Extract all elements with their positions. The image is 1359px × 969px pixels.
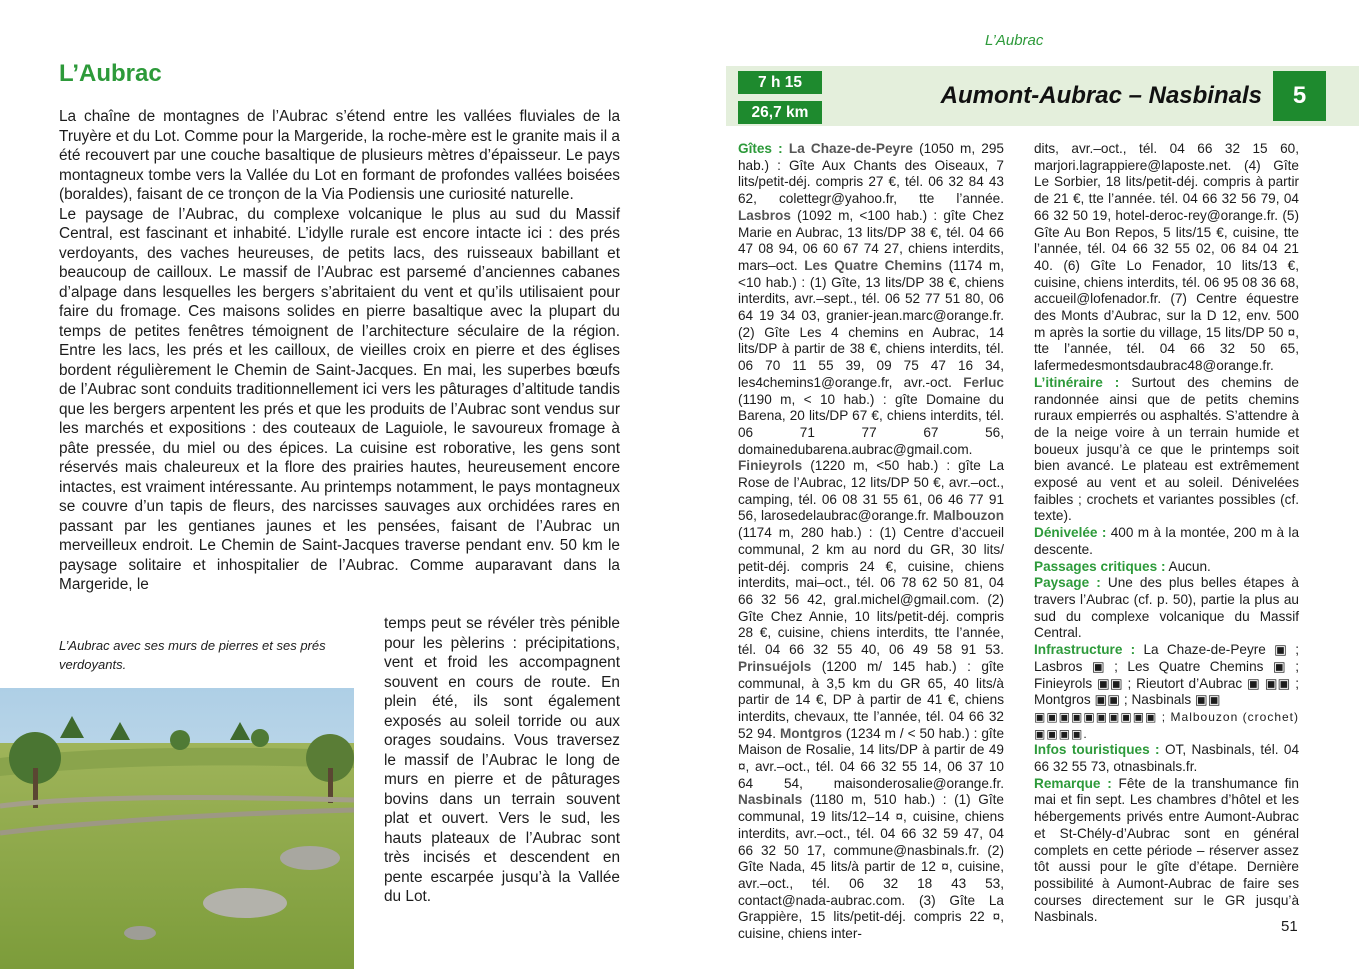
remark-label: Remarque : xyxy=(1034,775,1112,791)
place-text: (1234 m / < 50 hab.) : gîte Maison de Rosalie, 14 lits/DP à partir de 49 ¤, avr.–oct., tél. 04 66 32 55 14, 06 37 10 64 54, maisonderosalie@orange.fr. xyxy=(738,725,1005,791)
place-name: Montgros xyxy=(779,725,842,741)
gites-continuation: dits, avr.–oct., tél. 04 66 32 15 60, marjori.lagrappiere@laposte.net. (4) Gîte Le Sorbier, 18 lits/petit-déj. compris à partir de 21 €, tte l’année. tél. 04 66 32 56 79, 04 66 32 50 19, hotel-deroc-rey@orange.fr. (5) Gîte Au Bon Repos, 5 lits/15 €, cuisine, tte l’année, tél. 04 66 32 55 02, 06 84 04 21 40. (6) Gîte Lo Fenador, 10 lits/13 €, cuisine, chiens interdits, tél. 06 95 08 36 68, accueil@lofenador.fr. (7) Centre équestre des Monts d’Aubrac, sur la D 12, env. 500 m après la sortie du village, 15 lits/DP 50 ¤, tte l’année, tél. 04 66 32 50 65, lafermedesmontsdaubrac48@orange.fr. xyxy=(1034,141,1299,374)
critical-passages-block xyxy=(1034,559,1299,576)
right-page xyxy=(680,0,1359,969)
intro-text xyxy=(59,107,620,595)
tourist-info-text: OT, Nasbinals, tél. 04 66 32 55 73, otnasbinals.fr. xyxy=(1034,742,1300,775)
intro-continuation: temps peut se révéler très pénible pour les pèlerins : précipitations, vent et froid les accompagnent souvent en cours de route. En plein été, ils sont également exposés au soleil torride ou aux orages soudains. Vous traversez le massif de l’Aubrac le long de murs en pierre et de pâturages bovins dans un terrain souvent plat et ouvert. Vers le sud, les hauts plateaux de l’Aubrac sont très incisés et descendent en pente escarpée jusqu’à la Vallée du Lot. xyxy=(384,615,620,905)
gites-label: Gîtes : xyxy=(738,141,783,156)
info-column-2 xyxy=(1034,141,1299,926)
place-text: (1200 m/ 145 hab.) : gîte communal, à 3,5 km du GR 65, 40 lits/à partir de 14 €, DP à partir de 41 €, chiens interdits, chevaux, tte l’année, tél. 04 66 32 52 94. xyxy=(738,658,1004,741)
critical-passages-label: Passages critiques : xyxy=(1034,558,1166,574)
photo-caption: L’Aubrac avec ses murs de pierres et ses prés verdoyants. xyxy=(59,638,326,672)
itinerary-text: Surtout des chemins de randonnée ainsi que de petits chemins ruraux empierrés ou asphaltés. S’attendre à de la neige voire à un terrain humide et boueux jusqu’à ce que le printemps soit bien avancé. Le plateau est extrêmement exposé au vent et au soleil. Dénivelées faibles ; crochets et variantes possibles (cf. texte). xyxy=(1034,374,1299,524)
page-number: 51 xyxy=(1281,918,1298,935)
itinerary-label: L’itinéraire : xyxy=(1034,374,1120,390)
intro-paragraph-1: La chaîne de montagnes de l’Aubrac s’étend entre les vallées fluviales de la Truyère et du Lot. Comme pour la Margeride, la roche-mère est le granite mais il a été recouvert par une couche basaltique de plusieurs mètres d’épaisseur. Le pays montagneux tombe vers la Vallée du Lot en formant de profondes vallées boisées (boraldes), faisant de ce tronçon de la Via Podiensis une curiosité naturelle. xyxy=(59,108,620,203)
stage-number-badge: 5 xyxy=(1273,71,1326,121)
place-text: (1190 m, < 10 hab.) : gîte Domaine du Barena, 20 lits/DP 67 €, chiens interdits, tél. 06 71 77 67 56, domainedubarena.aubrac@gmail.com. xyxy=(738,391,1004,457)
landscape-photo xyxy=(0,688,354,969)
critical-passages-text: Aucun. xyxy=(1165,558,1211,574)
infrastructure-symbols: ▣▣▣▣▣▣▣▣▣▣ ; Malbouzon (crochet) ▣▣▣▣. xyxy=(1034,709,1299,741)
distance-badge: 26,7 km xyxy=(738,101,822,124)
place-text: (1174 m, 280 hab.) : (1) Centre d’accueil communal, 2 km au nord du GR, 30 lits/ petit-déj. compris 24 €, cuisine, chiens interdits, mai–oct., tél. 06 78 62 50 81, 04 66 32 56 42, gral.michel@gmail.com. (2) Gîte Chez Annie, 10 lits/petit-déj. compris 28 €, cuisine, chiens interdits, tte l’année, tél. 04 66 32 55 40, 06 49 58 91 53. xyxy=(738,525,1004,658)
infrastructure-block xyxy=(1034,642,1299,742)
place-name: Lasbros xyxy=(738,207,791,223)
tourist-info-block xyxy=(1034,742,1299,775)
tourist-info-label: Infos touristiques : xyxy=(1034,742,1160,758)
place-name: Finieyrols xyxy=(738,458,803,474)
infrastructure-label: Infrastructure : xyxy=(1034,642,1136,658)
place-name: Les Quatre Chemins xyxy=(804,257,943,273)
elevation-text: 400 m à la montée, 200 m à la descente. xyxy=(1034,525,1300,557)
place-name: Malbouzon xyxy=(933,508,1004,524)
place-name: Nasbinals xyxy=(738,792,803,808)
elevation-label: Dénivelée : xyxy=(1034,525,1107,541)
place-text: (1180 m, 510 hab.) : (1) Gîte communal, 19 lits/12–14 ¤, cuisine, chiens interdits, avr.–oct., tél. 04 66 32 59 47, 04 66 32 50 17, commune@nasbinals.fr. (2) Gîte Nada, 45 lits/à partir de 12 ¤, cuisine, avr.–oct., tél. 06 32 18 43 53, contact@nada-aubrac.com. (3) Gîte La Grappière, 15 lits/petit-déj. compris 22 ¤, cuisine, chiens inter- xyxy=(738,792,1004,942)
stage-title: Aumont-Aubrac – Nasbinals xyxy=(940,82,1262,109)
place-text: (1220 m, <50 hab.) : gîte La Rose de l’Aubrac, 12 lits/DP 50 €, avr.–oct., camping, tél. 06 08 31 55 61, 06 46 77 91 56, larosedelaubrac@orange.fr. xyxy=(738,458,1004,524)
section-title: L’Aubrac xyxy=(59,60,162,87)
remark-text: Fête de la transhumance fin mai et fin sept. Les chambres d’hôtel et les hébergements privés entre Aumont-Aubrac et St-Chély-d’Aubrac sont en général complets en cette période – réserver assez tôt aussi pour le gîte d’étape. Dernière possibilité à Aumont-Aubrac de faire ses courses directement sur le GR jusqu’à Nasbinals. xyxy=(1034,775,1299,925)
place-name: La Chaze-de-Peyre xyxy=(788,141,913,156)
landscape-label: Paysage : xyxy=(1034,575,1101,591)
gites-block xyxy=(738,141,1004,943)
duration-badge: 7 h 15 xyxy=(738,71,822,94)
intro-paragraph-2: Le paysage de l’Aubrac, du complexe volcanique le plus au sud du Massif Central, est fascinant et inhabité. L’idylle rurale est encore intacte ici : des prés verdoyants, des vaches heureuses, de petits lacs, des ruisseaux babillant et beaucoup de cailloux. Le massif de l’Aubrac est parsemé d’anciennes cabanes d’alpage dans lesquelles les bergers s’abritaient du vent et qu’ils utilisaient pour faire du fromage. Ces maisons solides en pierre basaltique avec la plupart du temps de petites fenêtres témoignent de l’architecture séculaire de la région. Entre les lacs, les prés et les cailloux, de vieilles croix en pierre et des églises bordent régulièrement le Chemin de Saint-Jacques. En mai, les superbes bœufs de l’Aubrac sont conduits traditionnellement ici vers les pâturages d’altitude tandis que les bergers arpentent les prés et que les produits de l’Aubrac sont vendus sur les marchés et expositions : des couteaux de Laguiole, le savoureux fromage à pâte pressée, du miel ou des épices. La cuisine est roborative, les gens sont réservés mais chaleureux et la flore des prairies hautes, heureusement encore intactes, est vraiment intéressante. Au printemps notamment, le pays montagneux se couvre d’un tapis de fleurs, des narcisses sauvages aux orchidées rares en passant par les gentianes jaunes et les pensées, faisant de l’Aubrac un merveilleux endroit. Le Chemin de Saint-Jacques traverse pendant env. 50 km le paysage solitaire et inhospitalier de l’Aubrac. Comme auparavant dans la Margeride, le xyxy=(59,205,620,593)
running-head: L’Aubrac xyxy=(985,32,1044,49)
place-name: Ferluc xyxy=(963,374,1004,390)
place-text: (1050 m, 295 hab.) : Gîte Aux Chants des Oiseaux, 7 lits/petit-déj. compris 27 €, tél. 06 32 84 43 62, colettegr@yahoo.fr, tte l’année. xyxy=(738,141,1004,207)
place-text: (1092 m, <100 hab.) : gîte Chez Marie en Aubrac, 13 lits/DP 38 €, tél. 04 66 47 08 94, 06 60 67 74 27, chiens interdits, mars–oct. xyxy=(738,207,1004,273)
place-text: (1174 m, <10 hab.) : (1) Gîte, 13 lits/DP 38 €, chiens interdits, avr.–sept., tél. 06 52 77 51 80, 06 64 19 34 03, granier-jean.marc@orange.fr. (2) Gîte Les 4 chemins en Aubrac, 14 lits/DP à partir de 38 €, chiens interdits, tél. 06 70 11 55 39, 09 75 47 16 34, les4chemins1@orange.fr, avr.-oct. xyxy=(738,257,1004,390)
remark-block xyxy=(1034,776,1299,926)
infrastructure-text: La Chaze-de-Peyre ▣ ; Lasbros ▣ ; Les Quatre Chemins ▣ ; Finieyrols ▣▣ ; Rieutort d’Aubrac ▣ ▣▣ ; Montgros ▣▣ ; Nasbinals ▣▣ xyxy=(1034,642,1300,708)
itinerary-block xyxy=(1034,375,1299,525)
landscape-block xyxy=(1034,575,1299,642)
elevation-block xyxy=(1034,525,1299,558)
info-column-1 xyxy=(738,141,1004,943)
place-name: Prinsuéjols xyxy=(738,658,812,674)
landscape-text: Une des plus belles étapes à travers l’Aubrac (cf. p. 50), partie la plus au sud du complexe volcanique du Massif Central. xyxy=(1034,575,1299,641)
